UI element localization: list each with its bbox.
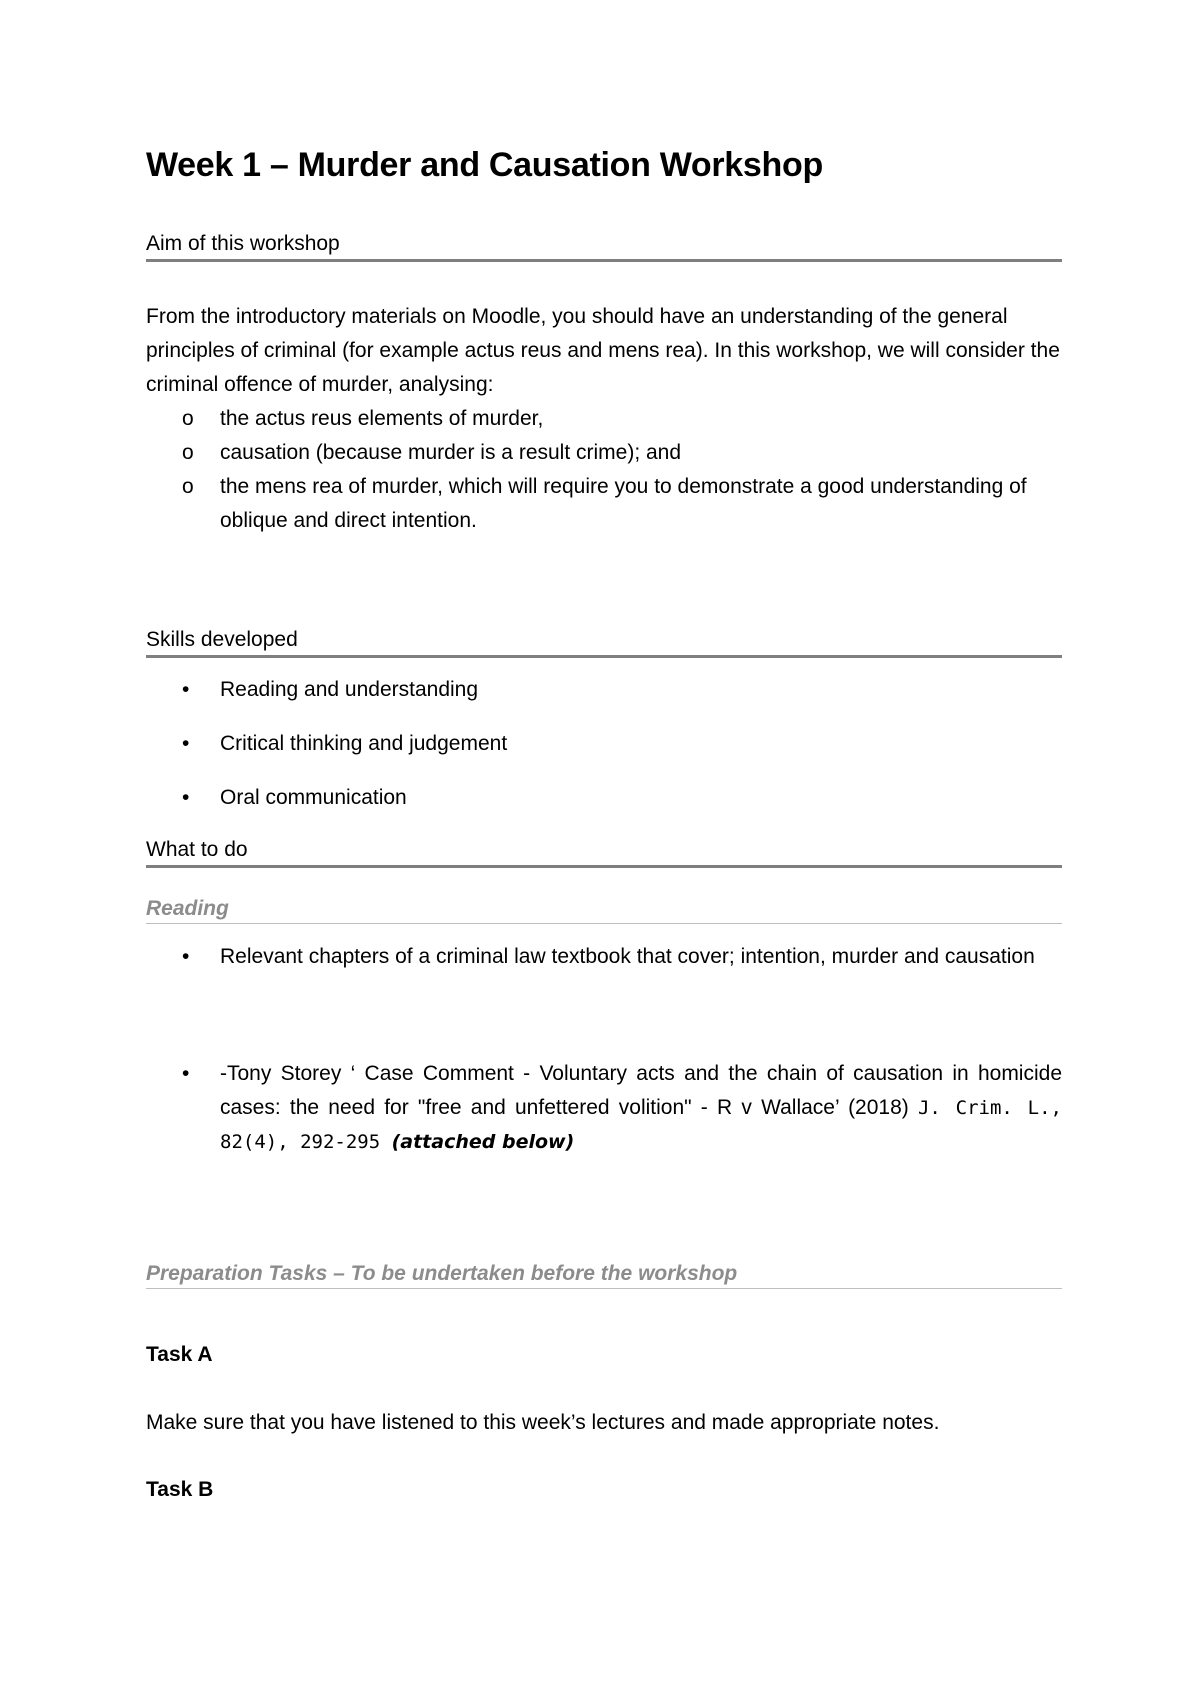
bullet-icon: •: [182, 678, 190, 701]
skill-text: Oral communication: [220, 786, 407, 809]
aim-intro: From the introductory materials on Moodle, you should have an understanding of the general principles of criminal (for example actus reus and mens rea). In this workshop, we will consider the criminal offence of murder, analysing:: [146, 305, 1060, 396]
journal-citation: J. Crim. L., 82(4), 292-295: [220, 1097, 1062, 1153]
aim-item-text: causation (because murder is a result crime); and: [220, 441, 682, 464]
reading-list: [146, 940, 1062, 974]
task-a-text: Make sure that you have listened to this week’s lectures and made appropriate notes.: [146, 1411, 940, 1434]
reading-item-text: Relevant chapters of a criminal law textbook that cover; intention, murder and causation: [220, 945, 1035, 968]
bullet-icon: •: [182, 1062, 190, 1085]
circle-bullet-icon: o: [182, 441, 194, 464]
list-item: [146, 402, 1062, 436]
reading-item-text: -Tony Storey ‘ Case Comment - Voluntary acts and the chain of causation in homicide cases: the need for "free and unfettered volition" - R v Wallace’ (2018): [220, 1062, 1062, 1119]
circle-bullet-icon: o: [182, 475, 194, 498]
what-to-do-heading: What to do: [146, 838, 1062, 868]
list-item: [146, 673, 1062, 707]
attached-note: (attached below): [391, 1131, 575, 1153]
reading-list-2: [146, 1057, 1062, 1159]
aim-item-text: the actus reus elements of murder,: [220, 407, 544, 430]
bullet-icon: •: [182, 945, 190, 968]
aim-heading: Aim of this workshop: [146, 232, 1062, 262]
skills-heading: Skills developed: [146, 628, 1062, 658]
reading-subheading: Reading: [146, 897, 1062, 924]
list-item: [146, 940, 1062, 974]
list-item: [146, 781, 1062, 815]
bullet-icon: •: [182, 732, 190, 755]
list-item: [146, 436, 1062, 470]
skill-text: Critical thinking and judgement: [220, 732, 508, 755]
list-item: [146, 1057, 1062, 1159]
bullet-icon: •: [182, 786, 190, 809]
task-b-label: Task B: [146, 1478, 214, 1501]
preparation-subheading: Preparation Tasks – To be undertaken before the workshop: [146, 1262, 1062, 1289]
page-title: Week 1 – Murder and Causation Workshop: [146, 146, 823, 184]
skill-text: Reading and understanding: [220, 678, 479, 701]
aim-item-text: the mens rea of murder, which will require you to demonstrate a good understanding of oblique and direct intention.: [220, 475, 1027, 532]
list-item: [146, 727, 1062, 761]
circle-bullet-icon: o: [182, 407, 194, 430]
skills-list: [146, 673, 1062, 835]
task-a-label: Task A: [146, 1343, 213, 1366]
list-item: [146, 470, 1062, 538]
aim-list: [146, 402, 1062, 538]
